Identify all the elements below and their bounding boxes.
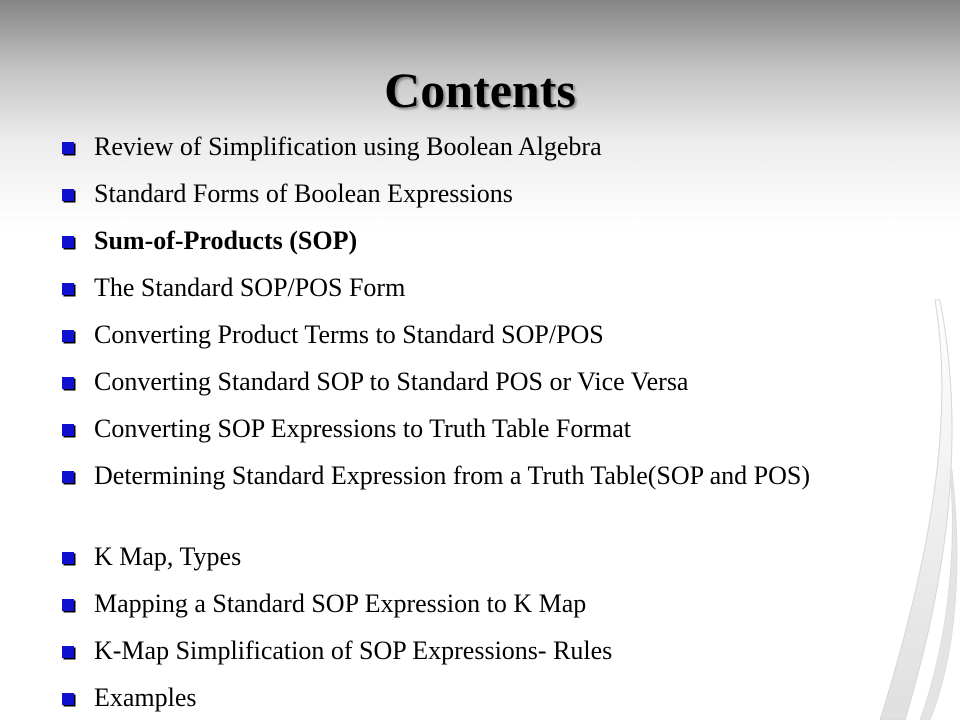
square-bullet-icon xyxy=(62,189,74,201)
square-bullet-icon xyxy=(62,236,74,248)
list-item-text: Sum-of-Products (SOP) xyxy=(94,226,358,255)
list-item-text: Converting Product Terms to Standard SOP/POS xyxy=(94,320,604,349)
list-item xyxy=(62,459,902,493)
square-bullet-icon xyxy=(62,377,74,389)
list-item xyxy=(62,224,902,258)
list-item-text: K Map, Types xyxy=(94,542,242,571)
square-bullet-icon xyxy=(62,330,74,342)
square-bullet-icon xyxy=(62,424,74,436)
square-bullet-icon xyxy=(62,599,74,611)
list-item-text: Examples xyxy=(94,683,197,712)
list-item-text: Standard Forms of Boolean Expressions xyxy=(94,179,513,208)
list-item xyxy=(62,412,902,446)
list-item-text: Determining Standard Expression from a Truth Table(SOP and POS) xyxy=(94,461,811,490)
list-item xyxy=(62,271,902,305)
list-item-text: Mapping a Standard SOP Expression to K Map xyxy=(94,589,587,618)
square-bullet-icon xyxy=(62,471,74,483)
square-bullet-icon xyxy=(62,646,74,658)
list-item xyxy=(62,130,902,164)
list-item xyxy=(62,177,902,211)
list-item xyxy=(62,587,902,621)
list-item xyxy=(62,540,902,574)
list-item-text: Converting SOP Expressions to Truth Table Format xyxy=(94,414,631,443)
list-item-text: The Standard SOP/POS Form xyxy=(94,273,406,302)
list-item xyxy=(62,634,902,668)
list-item-text: K-Map Simplification of SOP Expressions- Rules xyxy=(94,636,613,665)
square-bullet-icon xyxy=(62,142,74,154)
list-item-text: Review of Simplification using Boolean Algebra xyxy=(94,132,602,161)
list-item xyxy=(62,681,902,715)
square-bullet-icon xyxy=(62,283,74,295)
slide-title: Contents xyxy=(384,62,576,118)
list-item xyxy=(62,365,902,399)
list-item xyxy=(62,318,902,352)
square-bullet-icon xyxy=(62,552,74,564)
list-item-text: Converting Standard SOP to Standard POS or Vice Versa xyxy=(94,367,689,396)
square-bullet-icon xyxy=(62,693,74,705)
